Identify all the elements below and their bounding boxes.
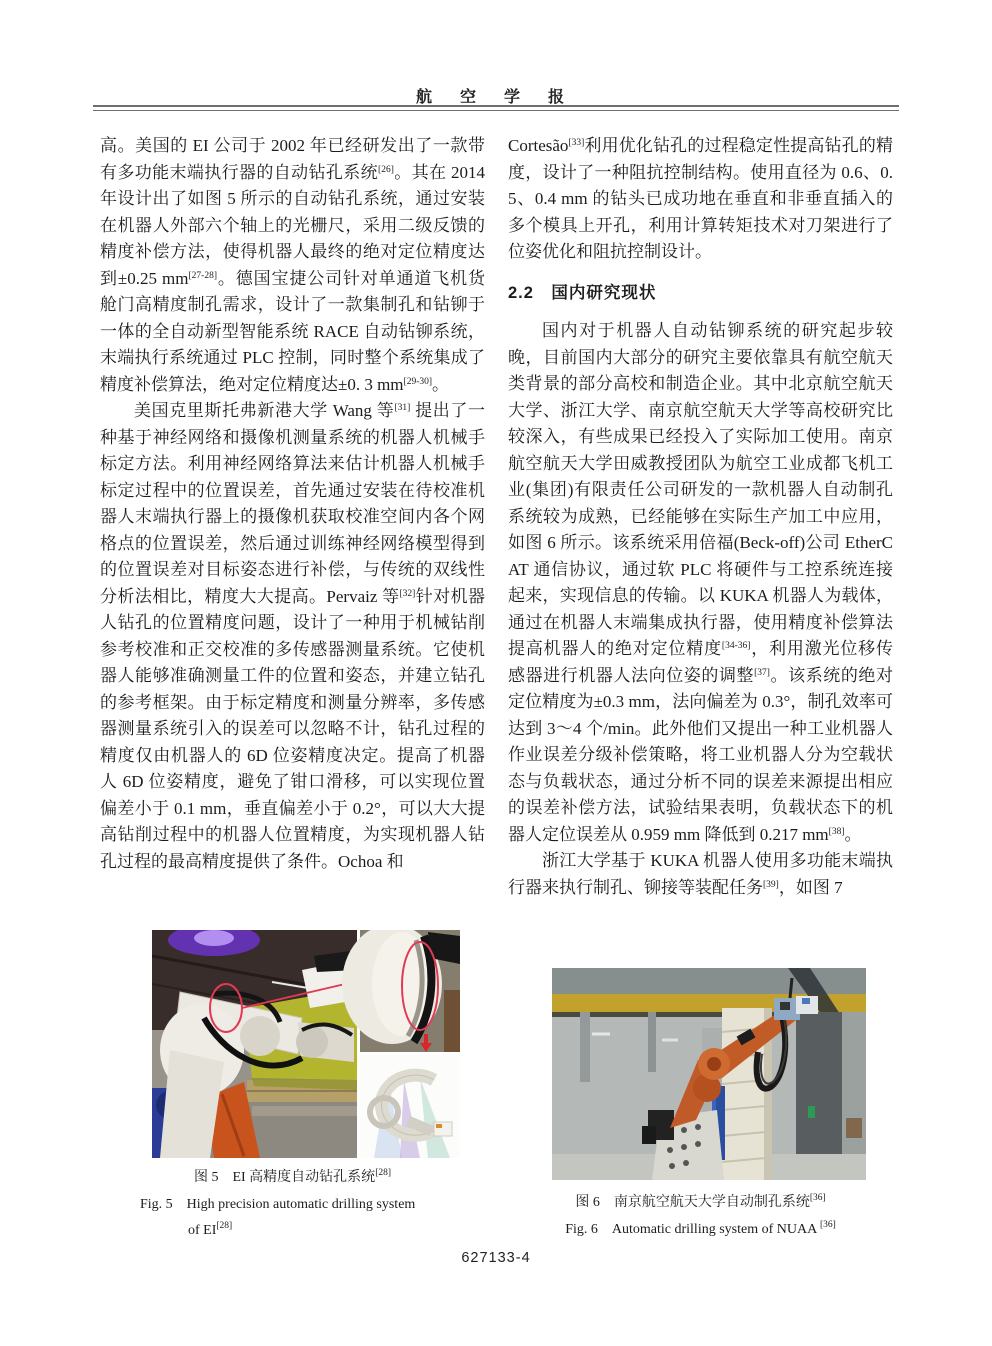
figure5-caption-cn: 图 5 EI 高精度自动钻孔系统[28]: [193, 1168, 392, 1185]
left-column: [100, 133, 485, 875]
section-heading-domestic: 2.2 国内研究现状: [508, 283, 657, 302]
paragraph-domestic-nuaa: 国内对于机器人自动钻铆系统的研究起步较晚，目前国内大部分的研究主要依靠具有航空航天类背景的部分高校和制造企业。其中北京航空航天大学、浙江大学、南京航空航天大学等高校研究比较深入，有些成果已经投入了实际加工使用。南京航空航天大学田威教授团队为航空工业成都飞机工业(集团)有限责任公司研发的一款机器人自动制孔系统较为成熟，已经能够在实际生产加工中应用，如图 6 所示。该系统采用倍福(Beck-off)公司 EtherCAT 通信协议，通过软 PLC 将硬件与工控系统连接起来，实现信息的传输。以 KUKA 机器人为载体，通过在机器人末端集成执行器，使用精度补偿算法提高机器人的绝对定位精度[34-36]，利用激光位移传感器进行机器人法向位姿的调整[37]。该系统的绝对定位精度为±0.3 mm，法向偏差为 0.3°，制孔效率可达到 3～4 个/min。此外他们又提出一种工业机器人作业误差分级补偿策略，将工业机器人分为空载状态与负载状态，通过分析不同的误差来源提出相应的误差补偿方法，试验结果表明，负载状态下的机器人定位误差从 0.959 mm 降低到 0.217 mm[38]。: [508, 321, 894, 844]
header-rule: [93, 105, 899, 111]
figure6-image: [552, 968, 866, 1180]
figure5-caption-en-line2: of EI[28]: [188, 1221, 233, 1238]
journal-title: 航 空 学 报: [415, 89, 576, 106]
figure5-caption-en-line1: Fig. 5 High precision automatic drilling system: [140, 1197, 416, 1212]
figure5-caption-en: [140, 1192, 480, 1244]
paragraph-cortesao: Cortesão[33]利用优化钻孔的过程稳定性提高钻孔的精度，设计了一种阻抗控制结构。使用直径为 0.6、0.5、0.4 mm 的钻头已成功地在垂直和非垂直插入的多个模具上开孔，利用计算转矩技术对刀架进行了位姿优化和阻抗控制设计。: [508, 136, 893, 261]
figure6-caption-cn: 图 6 南京航空航天大学自动制孔系统[36]: [575, 1193, 826, 1210]
figure6-caption-en: Fig. 6 Automatic drilling system of NUAA [36]: [565, 1220, 836, 1237]
paragraph-ei-system: 高。美国的 EI 公司于 2002 年已经研发出了一款带有多功能末端执行器的自动钻孔系统[26]。其在 2014 年设计出了如图 5 所示的自动钻孔系统，通过安装在机器人外部六个轴上的光栅尺，采用二级反馈的精度补偿方法，使得机器人最终的绝对定位精度达到±0.25 mm[27-28]。德国宝捷公司针对单通道飞机货舱门高精度制孔需求，设计了一款集制孔和钻铆于一体的全自动新型智能系统 RACE 自动钻铆系统，末端执行系统通过 PLC 控制，同时整个系统集成了精度补偿算法，绝对定位精度达±0. 3 mm[29-30]。: [100, 136, 486, 394]
page-number: 627133-4: [461, 1250, 531, 1266]
right-column: [508, 133, 893, 901]
figure5-image: [152, 930, 460, 1158]
paragraph-wang-pervaiz: 美国克里斯托弗新港大学 Wang 等[31] 提出了一种基于神经网络和摄像机测量系统的机器人机械手标定方法。利用神经网络算法来估计机器人机械手标定过程中的位置误差，首先通过安装在待校准机器人末端执行器上的摄像机获取校准空间内各个网格点的位置误差，然后通过训练神经网络模型得到的位置误差对目标姿态进行补偿，与传统的双线性分析法相比，精度大大提高。Pervaiz 等[32]针对机器人钻孔的位置精度问题，设计了一种用于机械钻削参考校准和正交校准的多传感器测量系统。它使机器人能够准确测量工件的位置和姿态，并建立钻孔的参考框架。由于标定精度和测量分辨率，多传感器测量系统引入的误差可以忽略不计，钻孔过程的精度仅由机器人的 6D 位姿精度决定。提高了机器人 6D 位姿精度，避免了钳口滑移，可以实现位置偏差小于 0.1 mm，垂直偏差小于 0.2°，可以大大提高钻削过程中的机器人位置精度，为实现机器人钻孔过程的最高精度提供了条件。Ochoa 和: [100, 401, 486, 871]
paragraph-zju: 浙江大学基于 KUKA 机器人使用多功能末端执行器来执行制孔、铆接等装配任务[39]，如图 7: [508, 851, 893, 897]
